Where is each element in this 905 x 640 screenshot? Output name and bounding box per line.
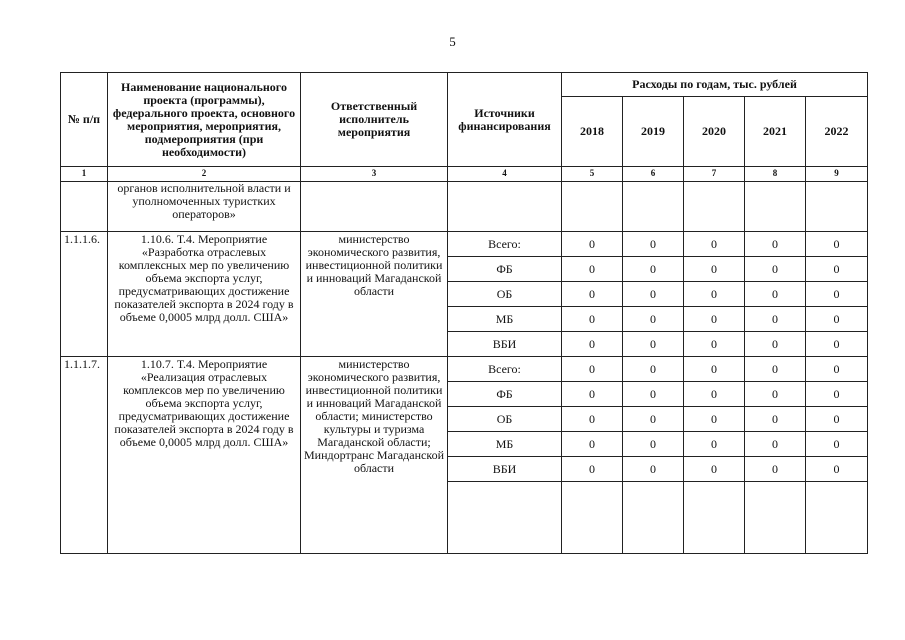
value-cell: 0 (684, 357, 745, 382)
header-name: Наименование национального проекта (программы), федерального проекта, основного мероприятия, мероприятия, подмероприятия (при необходимости) (108, 73, 301, 167)
value-cell: 0 (806, 282, 868, 307)
value-cell: 0 (562, 257, 623, 282)
value-cell: 0 (684, 407, 745, 432)
value-cell: 0 (806, 432, 868, 457)
header-responsible: Ответственный исполнитель мероприятия (301, 73, 448, 167)
row-name: 1.10.6. Т.4. Мероприятие «Разработка отраслевых комплексных мер по увеличению объема экспорта услуг, предусматривающих достижение показателей экспорта в 2024 году в объеме 0,0005 млрд долл. США» (108, 232, 301, 357)
budget-table (60, 72, 868, 554)
value-cell: 0 (623, 257, 684, 282)
value-cell: 0 (562, 232, 623, 257)
value-cell: 0 (562, 382, 623, 407)
row-responsible: министерство экономического развития, инвестиционной политики и инноваций Магаданской области; министерство культуры и туризма Магаданской области; Миндортранс Магаданской области (301, 357, 448, 554)
value-cell: 0 (562, 407, 623, 432)
value-cell: 0 (806, 232, 868, 257)
value-cell: 0 (806, 357, 868, 382)
value-cell: 0 (562, 457, 623, 482)
value-cell: 0 (745, 282, 806, 307)
continuation-text: органов исполнительной власти и уполномоченных туристких операторов» (108, 182, 301, 232)
value-cell: 0 (684, 457, 745, 482)
value-cell: 0 (684, 307, 745, 332)
value-cell: 0 (806, 307, 868, 332)
value-cell: 0 (623, 432, 684, 457)
value-cell: 0 (745, 257, 806, 282)
value-cell: 0 (562, 332, 623, 357)
row-name: 1.10.7. Т.4. Мероприятие «Реализация отраслевых комплексов мер по увеличению объема экспорта услуг, предусматривающих достижение показателей экспорта в 2024 году в объеме 0,0005 млрд долл. США» (108, 357, 301, 554)
value-cell: 0 (623, 357, 684, 382)
value-cell: 0 (623, 407, 684, 432)
source-label: ОБ (448, 282, 562, 307)
row-responsible: министерство экономического развития, инвестиционной политики и инноваций Магаданской области (301, 232, 448, 357)
source-label: ВБИ (448, 457, 562, 482)
value-cell: 0 (806, 407, 868, 432)
header-sources: Источники финансирования (448, 73, 562, 167)
source-label: ФБ (448, 257, 562, 282)
value-cell: 0 (806, 382, 868, 407)
header-year: 2019 (623, 97, 684, 167)
value-cell: 0 (623, 307, 684, 332)
value-cell: 0 (745, 357, 806, 382)
value-cell: 0 (806, 257, 868, 282)
header-year: 2020 (684, 97, 745, 167)
column-number: 2 (108, 167, 301, 182)
value-cell: 0 (562, 432, 623, 457)
column-number-row (61, 167, 868, 182)
page-number: 5 (449, 34, 456, 49)
value-cell: 0 (562, 282, 623, 307)
row-code: 1.1.1.7. (61, 357, 108, 554)
column-number: 6 (623, 167, 684, 182)
source-label: МБ (448, 432, 562, 457)
row-code: 1.1.1.6. (61, 232, 108, 357)
header-no: № п/п (61, 73, 108, 167)
value-cell: 0 (806, 457, 868, 482)
value-cell: 0 (623, 332, 684, 357)
value-cell: 0 (745, 307, 806, 332)
column-number: 5 (562, 167, 623, 182)
value-cell: 0 (806, 332, 868, 357)
header-expenses: Расходы по годам, тыс. рублей (562, 73, 868, 97)
header-year: 2022 (806, 97, 868, 167)
value-cell: 0 (745, 332, 806, 357)
value-cell: 0 (623, 382, 684, 407)
value-cell: 0 (623, 457, 684, 482)
value-cell: 0 (684, 382, 745, 407)
column-number: 4 (448, 167, 562, 182)
continuation-row (61, 182, 868, 232)
column-number: 3 (301, 167, 448, 182)
value-cell: 0 (623, 232, 684, 257)
column-number: 8 (745, 167, 806, 182)
source-label: Всего: (448, 232, 562, 257)
value-cell: 0 (684, 332, 745, 357)
header-year: 2021 (745, 97, 806, 167)
value-cell: 0 (684, 282, 745, 307)
table-row (61, 357, 868, 382)
value-cell: 0 (745, 432, 806, 457)
source-label: ОБ (448, 407, 562, 432)
value-cell: 0 (745, 232, 806, 257)
column-number: 9 (806, 167, 868, 182)
source-label: МБ (448, 307, 562, 332)
header-year: 2018 (562, 97, 623, 167)
value-cell: 0 (623, 282, 684, 307)
value-cell: 0 (745, 382, 806, 407)
value-cell: 0 (684, 257, 745, 282)
value-cell: 0 (684, 232, 745, 257)
value-cell: 0 (745, 407, 806, 432)
source-label: ВБИ (448, 332, 562, 357)
value-cell: 0 (745, 457, 806, 482)
source-label: ФБ (448, 382, 562, 407)
source-label: Всего: (448, 357, 562, 382)
table-row (61, 232, 868, 257)
column-number: 1 (61, 167, 108, 182)
column-number: 7 (684, 167, 745, 182)
value-cell: 0 (562, 307, 623, 332)
value-cell: 0 (684, 432, 745, 457)
value-cell: 0 (562, 357, 623, 382)
